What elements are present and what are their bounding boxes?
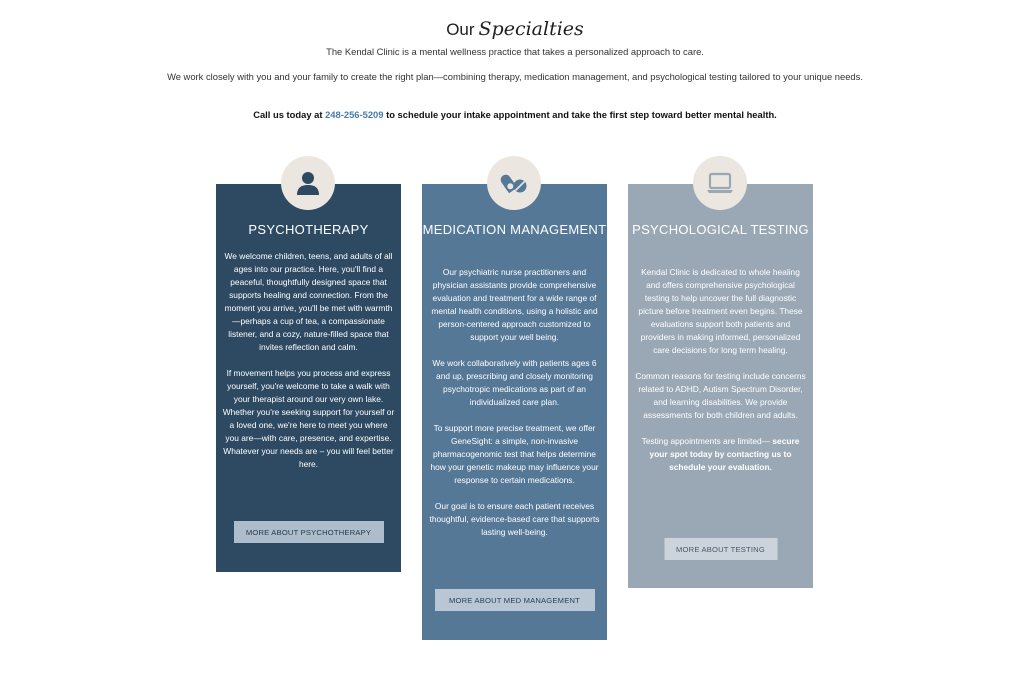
card-title: PSYCHOTHERAPY [248,222,369,237]
intro-line-1: The Kendal Clinic is a mental wellness practice that takes a personalized approach to care. [326,46,704,57]
laptop-icon [693,156,747,210]
psychotherapy-card [216,184,401,572]
card-paragraph [634,435,807,474]
medication-management-card [422,184,607,640]
call-to-action [120,109,910,120]
psychological-testing-card [628,184,813,588]
card-body [428,266,601,552]
card-paragraph: We welcome children, teens, and adults of all ages into our practice. Here, you'll find a peaceful, thoughtfully designed space that supports healing and connection. From the moment you arrive, you'll be met with warmth—perhaps a cup of tea, a compassionate listener, and a cozy, nature-filled space that invites reflection and calm. [224,251,393,352]
card-paragraph: If movement helps you process and express yourself, you're welcome to take a walk with your therapist around our very own lake. Whether you're seeking support for yourself or a loved one, we're here to meet you where you are—with care, presence, and expertise. Whatever your needs are – you will feel better here. [222,368,395,469]
more-about-med-management-button[interactable]: MORE ABOUT MED MANAGEMENT [435,589,595,611]
card-title: MEDICATION MANAGEMENT [422,222,607,237]
card-body [222,250,395,484]
more-about-testing-button[interactable]: MORE ABOUT TESTING [664,538,777,560]
card-body [634,266,807,487]
cta-before: Call us today at [253,109,323,120]
card-paragraph: To support more precise treatment, we offer GeneSight: a simple, non-invasive pharmacogenomic test that helps determine how your genetic makeup may influence your response to certain medications. [430,423,599,485]
person-icon [281,156,335,210]
pills-icon [487,156,541,210]
card-paragraph: Our goal is to ensure each patient receives thoughtful, evidence-based care that supports lasting well-being. [429,501,600,537]
card-paragraph: Our psychiatric nurse practitioners and physician assistants provide comprehensive evaluation and treatment for a wide range of mental health conditions, using a holistic and person-centered approach customized to support your well being. [431,267,598,342]
card-paragraph: We work collaboratively with patients ages 6 and up, prescribing and closely monitoring psychotropic medications as part of an individualized care plan. [432,358,597,407]
intro-line-2: We work closely with you and your family to create the right plan—combining therapy, medication management, and psychological testing tailored to your unique needs. [167,71,863,82]
testing-limited-text: Testing appointments are limited— [641,436,771,446]
phone-link[interactable]: 248-256-5209 [325,109,384,120]
more-about-psychotherapy-button[interactable]: MORE ABOUT PSYCHOTHERAPY [234,521,384,543]
cta-after: to schedule your intake appointment and take the first step toward better mental health. [386,109,777,120]
testing-contact-text: secure your spot today by contacting us to schedule your evaluation. [649,436,800,472]
card-paragraph: Kendal Clinic is dedicated to whole healing and offers comprehensive psychological testing to help uncover the full diagnostic picture before treatment even begins. These evaluations support both patients and providers in making informed, personalized care decisions for long term healing. [638,267,803,355]
card-title: PSYCHOLOGICAL TESTING [632,222,809,237]
card-paragraph: Common reasons for testing include concerns related to ADHD, Autism Spectrum Disorder, and learning disabilities. We provide assessments for both children and adults. [635,371,806,420]
title-script: Specialties [478,18,584,40]
title-plain: Our [446,20,475,39]
page-title [0,18,1030,40]
